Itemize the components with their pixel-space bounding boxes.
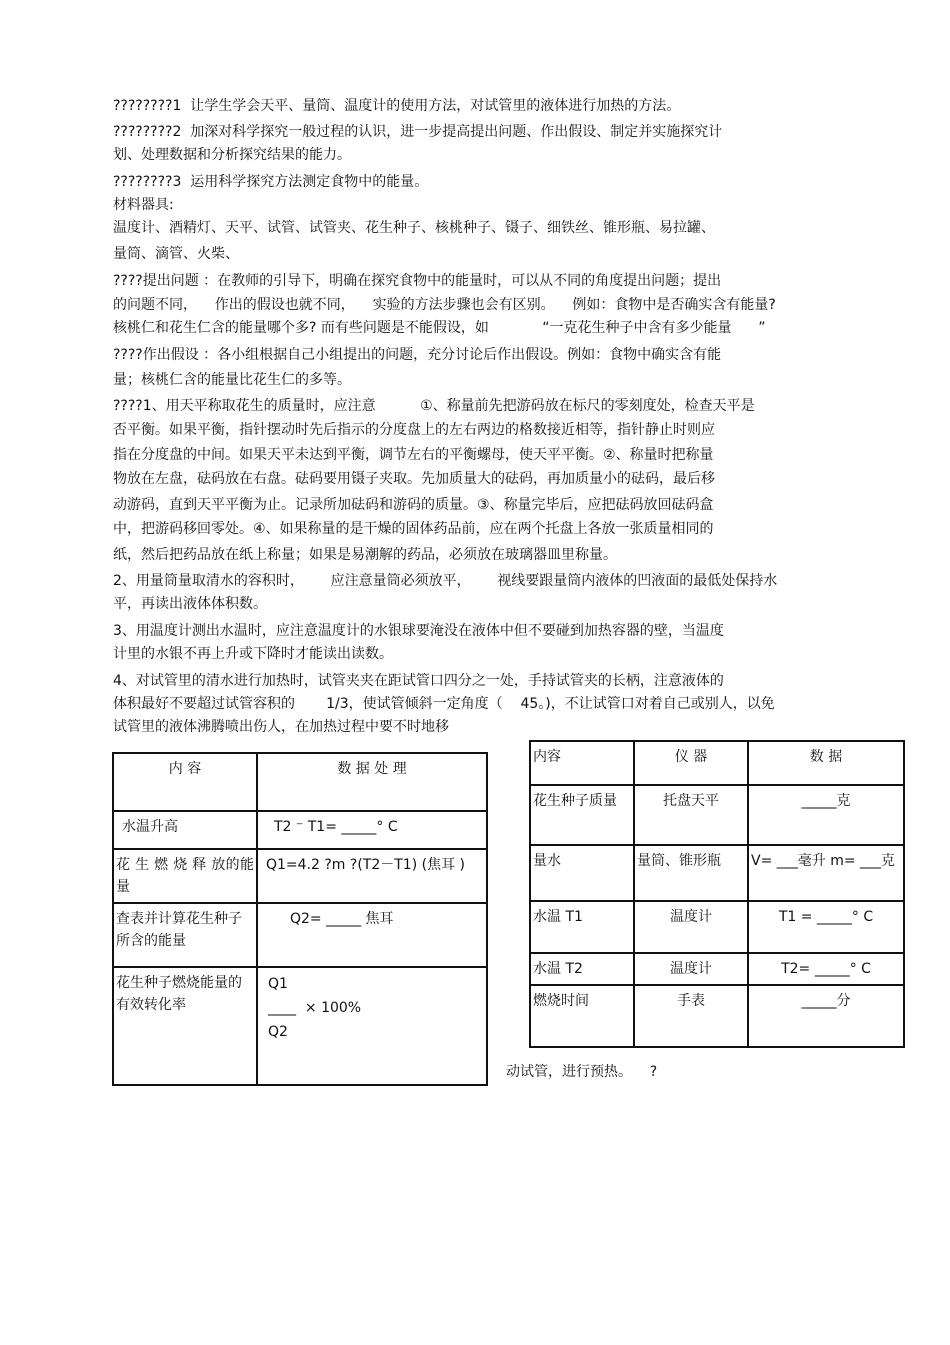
table-header-cell: 内容 <box>530 741 634 785</box>
text-line: 4、对试管里的清水进行加热时，试管夹夹在距试管口四分之一处，手持试管夹的长柄，注意液体的 <box>113 673 724 689</box>
table-cell: 燃烧时间 <box>530 985 634 1047</box>
table-cell: 水温升高 <box>113 811 257 849</box>
table-cell: 托盘天平 <box>634 785 748 845</box>
table-cell: 花生种子质量 <box>530 785 634 845</box>
table-cell: T1 = _____° C <box>748 901 904 953</box>
text-line: 纸，然后把药品放在纸上称量；如果是易潮解的药品，必须放在玻璃器皿里称量。 <box>113 547 617 563</box>
text-line: 2、用量筒量取清水的容积时， 应注意量筒必须放平， 视线要跟量筒内液体的凹液面的最低处保持水 <box>113 573 778 589</box>
table-cell: _____分 <box>748 985 904 1047</box>
table-cell: 温度计 <box>634 953 748 985</box>
continuation-text: 动试管，进行预热。 ? <box>506 1064 658 1080</box>
table-cell: _____克 <box>748 785 904 845</box>
text-line: 划、处理数据和分析探究结果的能力。 <box>113 147 351 163</box>
text-line: 动游码，直到天平平衡为止。记录所加砝码和游码的质量。③、称量完毕后，应把砝码放回砝码盒 <box>113 497 714 513</box>
text-line: 物放在左盘，砝码放在右盘。砝码要用镊子夹取。先加质量大的砝码，再加质量小的砝码，最后移 <box>113 471 715 487</box>
text-line: 3、用温度计测出水温时，应注意温度计的水银球要淹没在液体中但不要碰到加热容器的壁，当温度 <box>113 623 724 639</box>
table-cell: 水温 T2 <box>530 953 634 985</box>
table-cell: Q2= _____ 焦耳 <box>257 903 487 967</box>
table-cell: 温度计 <box>634 901 748 953</box>
text-line: ????提出问题 ：在教师的引导下，明确在探究食物中的能量时，可以从不同的角度提出问题；提出 <box>113 273 722 289</box>
text-line: 材料器具: <box>113 197 174 213</box>
text-line: 中，把游码移回零处。④、如果称量的是干燥的固体药品前，应在两个托盘上各放一张质量相同的 <box>113 521 714 537</box>
table-cell: 水温 T1 <box>530 901 634 953</box>
data-processing-table <box>112 752 488 1086</box>
text-line: ????作出假设 ：各小组根据自己小组提出的问题，充分讨论后作出假设。例如：食物中确实含有能 <box>113 347 722 363</box>
text-line: ????????2 加深对科学探究一般过程的认识，进一步提高提出问题、作出假设、制定并实施探究计 <box>113 124 723 140</box>
table-cell: 花生种子燃烧能量的有效转化率 <box>113 967 257 1085</box>
text-line: 计里的水银不再上升或下降时才能读出读数。 <box>113 646 393 662</box>
text-line: 的问题不同， 作出的假设也就不同， 实验的方法步骤也会有区别。 例如：食物中是否确实含有能量? <box>113 297 776 313</box>
table-cell: T2 ⁻ T1= _____° C <box>257 811 487 849</box>
table-cell: 手表 <box>634 985 748 1047</box>
text-line: ????????3 运用科学探究方法测定食物中的能量。 <box>113 174 429 190</box>
text-line: 量筒、滴管、火柴、 <box>113 246 239 262</box>
table-cell: T2= _____° C <box>748 953 904 985</box>
table-header-cell: 数 据 <box>748 741 904 785</box>
measurement-table <box>529 740 905 1048</box>
efficiency-formula: Q1 ____ × 100% Q2 <box>257 967 487 1085</box>
table-header-cell: 仪 器 <box>634 741 748 785</box>
text-line: 体积最好不要超过试管容积的 1/3，使试管倾斜一定角度（ 45。)，不让试管口对着自己或别人，以免 <box>113 696 775 712</box>
table-cell: Q1=4.2 ?m ?(T2－T1) (焦耳 ) <box>257 849 487 903</box>
table-header-cell: 内 容 <box>113 753 257 811</box>
table-cell: 量筒、锥形瓶 <box>634 845 748 901</box>
table-cell: 花 生 燃 烧 释 放的能量 <box>113 849 257 903</box>
table-header-cell: 数 据 处 理 <box>257 753 487 811</box>
table-cell: 量水 <box>530 845 634 901</box>
text-line: ????????1 让学生学会天平、量筒、温度计的使用方法，对试管里的液体进行加热的方法。 <box>113 98 681 114</box>
text-line: 指在分度盘的中间。如果天平未达到平衡，调节左右的平衡螺母，使天平平衡。②、称量时把称量 <box>113 447 714 463</box>
text-line: 试管里的液体沸腾喷出伤人，在加热过程中要不时地移 <box>113 719 449 735</box>
text-line: 否平衡。如果平衡，指针摆动时先后指示的分度盘上的左右两边的格数接近相等，指针静止时则应 <box>113 422 715 438</box>
table-cell: V= ___毫升 m= ___克 <box>748 845 904 901</box>
text-line: 量；核桃仁含的能量比花生仁的多等。 <box>113 372 351 388</box>
table-cell: 查表并计算花生种子所含的能量 <box>113 903 257 967</box>
text-line: 平，再读出液体体积数。 <box>113 596 267 612</box>
text-line: ????1、用天平称取花生的质量时，应注意 ①、称量前先把游码放在标尺的零刻度处，检查天平是 <box>113 398 755 414</box>
text-line: 核桃仁和花生仁含的能量哪个多? 而有些问题是不能假设，如 “一克花生种子中含有多少能量 ” <box>113 320 766 336</box>
text-line: 温度计、酒精灯、天平、试管、试管夹、花生种子、核桃种子、镊子、细铁丝、锥形瓶、易拉罐、 <box>113 220 715 236</box>
